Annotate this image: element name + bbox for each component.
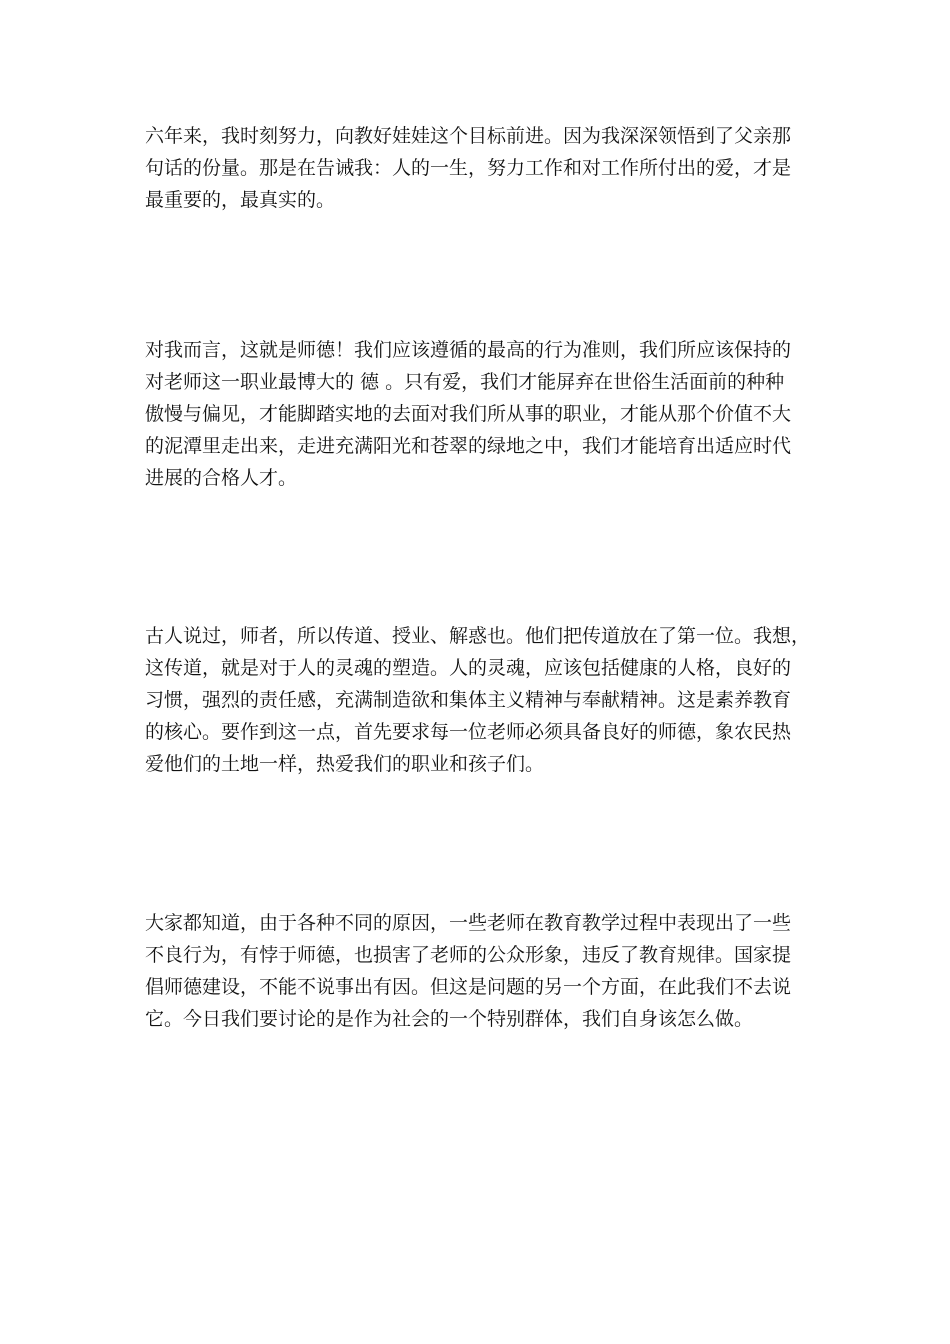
text-line: 最重要的，最真实的。: [145, 189, 336, 211]
text-line: 句话的份量。那是在告诫我：人的一生，努力工作和对工作所付出的爱，才是: [145, 157, 792, 179]
paragraph-3: [145, 620, 815, 780]
text-line: 进展的合格人才。: [145, 467, 298, 489]
text-line: 不良行为，有悖于师德，也损害了老师的公众形象，违反了教育规律。国家提: [145, 944, 792, 966]
text-line: 它。今日我们要讨论的是作为社会的一个特别群体，我们自身该怎么做。: [145, 1008, 754, 1030]
text-line: 六年来，我时刻努力，向教好娃娃这个目标前进。因为我深深领悟到了父亲那: [145, 125, 792, 147]
text-line: 古人说过，师者，所以传道、授业、解惑也。他们把传道放在了第一位。我想，: [145, 625, 811, 647]
text-line: 这传道，就是对于人的灵魂的塑造。人的灵魂，应该包括健康的人格，良好的: [145, 657, 792, 679]
text-line: 大家都知道，由于各种不同的原因，一些老师在教育教学过程中表现出了一些: [145, 912, 792, 934]
paragraph-2: [145, 334, 815, 494]
text-line: 的核心。要作到这一点，首先要求每一位老师必须具备良好的师德，象农民热: [145, 721, 792, 743]
text-line: 倡师德建设，不能不说事出有因。但这是问题的另一个方面，在此我们不去说: [145, 976, 792, 998]
text-line: 对我而言，这就是师德！我们应该遵循的最高的行为准则，我们所应该保持的: [145, 339, 792, 361]
text-line: 傲慢与偏见，才能脚踏实地的去面对我们所从事的职业，才能从那个价值不大: [145, 403, 792, 425]
paragraph-1: [145, 120, 815, 216]
text-line: 对老师这一职业最博大的 德 。只有爱，我们才能屏弃在世俗生活面前的种种: [145, 371, 785, 393]
text-line: 的泥潭里走出来，走进充满阳光和苍翠的绿地之中，我们才能培育出适应时代: [145, 435, 792, 457]
text-line: 爱他们的土地一样，热爱我们的职业和孩子们。: [145, 753, 545, 775]
text-line: 习惯，强烈的责任感，充满制造欲和集体主义精神与奉献精神。这是素养教育: [145, 689, 792, 711]
paragraph-4: [145, 907, 815, 1035]
